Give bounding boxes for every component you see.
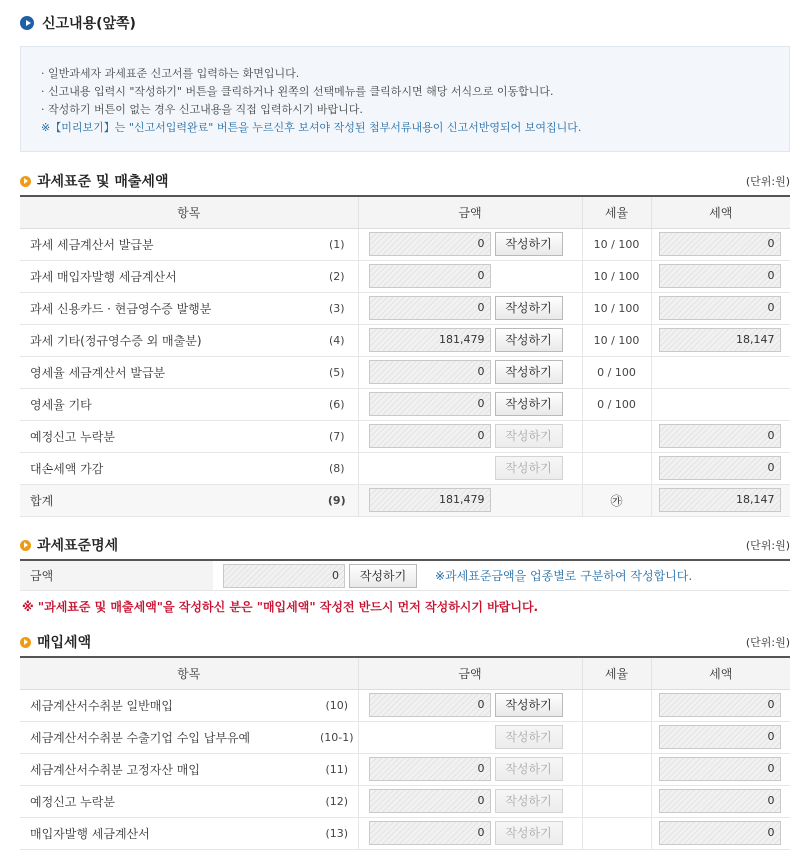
amount-input[interactable]: 0 <box>369 821 491 845</box>
tax-cell <box>651 324 790 356</box>
total-number: (9) <box>316 484 358 516</box>
table-row <box>20 817 790 849</box>
row-label: 매입자발행 세금계산서 <box>20 817 316 849</box>
amount-cell <box>358 785 582 817</box>
tax-cell <box>651 721 790 753</box>
write-button[interactable]: 작성하기 <box>495 693 563 717</box>
total-row <box>20 484 790 516</box>
amount-input[interactable]: 0 <box>369 360 491 384</box>
amount-input[interactable]: 0 <box>369 693 491 717</box>
tax-cell <box>651 388 790 420</box>
amount-input[interactable]: 0 <box>369 424 491 448</box>
write-button: 작성하기 <box>495 789 563 813</box>
tax-input[interactable]: 18,147 <box>659 328 781 352</box>
write-button[interactable]: 작성하기 <box>495 328 563 352</box>
row-number: (2) <box>316 260 358 292</box>
tax-input[interactable]: 0 <box>659 264 781 288</box>
row-number: (7) <box>316 420 358 452</box>
basis-section-title: 과세표준명세 <box>37 538 119 554</box>
total-tax: 18,147 <box>659 488 781 512</box>
tax-cell <box>651 817 790 849</box>
section-bullet-icon <box>20 637 31 648</box>
rate-cell: 10 / 100 <box>582 228 651 260</box>
section-bullet-icon <box>20 540 31 551</box>
col-header-item: 항목 <box>20 657 358 689</box>
rate-cell <box>582 721 651 753</box>
table-row <box>20 292 790 324</box>
row-label: 영세율 세금계산서 발급분 <box>20 356 316 388</box>
rate-cell <box>582 753 651 785</box>
write-button: 작성하기 <box>495 456 563 480</box>
amount-cell <box>358 452 582 484</box>
arrow-circle-icon <box>20 16 34 30</box>
amount-cell <box>358 689 582 721</box>
amount-cell <box>358 292 582 324</box>
row-label: 세금계산서수취분 수출기업 수입 납부유예 <box>20 721 316 753</box>
table-row <box>20 689 790 721</box>
amount-cell <box>358 260 582 292</box>
write-button: 작성하기 <box>495 821 563 845</box>
col-header-amount: 금액 <box>358 196 582 228</box>
col-header-tax: 세액 <box>651 196 790 228</box>
section-bullet-icon <box>20 176 31 187</box>
row-label: 과세 기타(정규영수증 외 매출분) <box>20 324 316 356</box>
table-row <box>20 753 790 785</box>
tax-input[interactable]: 0 <box>659 232 781 256</box>
amount-cell <box>358 228 582 260</box>
table-row <box>20 228 790 260</box>
col-header-item: 항목 <box>20 196 358 228</box>
rate-cell <box>582 785 651 817</box>
total-amount-cell <box>358 484 582 516</box>
amount-input[interactable]: 0 <box>369 264 491 288</box>
amount-cell <box>358 324 582 356</box>
row-number: (8) <box>316 452 358 484</box>
tax-input[interactable]: 0 <box>659 757 781 781</box>
total-rate-cell <box>582 484 651 516</box>
rate-cell <box>582 420 651 452</box>
page-title: 신고내용(앞쪽) <box>42 16 136 32</box>
tax-input[interactable]: 0 <box>659 296 781 320</box>
row-number: (5) <box>316 356 358 388</box>
tax-input[interactable]: 0 <box>659 725 781 749</box>
table-row <box>20 452 790 484</box>
total-label: 합계 <box>20 484 316 516</box>
table-row <box>20 324 790 356</box>
tax-cell <box>651 356 790 388</box>
unit-label: (단위:원) <box>745 175 790 188</box>
amount-input[interactable]: 0 <box>369 296 491 320</box>
amount-cell <box>358 817 582 849</box>
row-label: 세금계산서수취분 고정자산 매입 <box>20 753 316 785</box>
col-header-rate: 세율 <box>582 657 651 689</box>
purchase-table <box>20 656 790 850</box>
notice-box <box>20 46 790 152</box>
row-number: (10) <box>316 689 358 721</box>
amount-cell <box>358 356 582 388</box>
row-label: 예정신고 누락분 <box>20 420 316 452</box>
row-label: 과세 세금계산서 발급분 <box>20 228 316 260</box>
table-row <box>20 356 790 388</box>
row-number: (10-1) <box>316 721 358 753</box>
rate-cell: 10 / 100 <box>582 292 651 324</box>
sales-section-title: 과세표준 및 매출세액 <box>37 174 169 190</box>
sales-table <box>20 195 790 517</box>
row-number: (1) <box>316 228 358 260</box>
notice-line: · 일반과세자 과세표준 신고서를 입력하는 화면입니다. <box>41 67 300 80</box>
write-button: 작성하기 <box>495 424 563 448</box>
row-number: (6) <box>316 388 358 420</box>
tax-input[interactable]: 0 <box>659 456 781 480</box>
tax-cell <box>651 689 790 721</box>
unit-label: (단위:원) <box>745 539 790 552</box>
basis-row <box>20 559 790 591</box>
amount-input[interactable]: 0 <box>369 789 491 813</box>
col-header-rate: 세율 <box>582 196 651 228</box>
rate-cell: 0 / 100 <box>582 388 651 420</box>
basis-amount-input[interactable]: 0 <box>223 564 345 588</box>
notice-line: · 작성하기 버튼이 없는 경우 신고내용을 직접 입력하시기 바랍니다. <box>41 103 363 116</box>
total-tax-cell <box>651 484 790 516</box>
tax-cell <box>651 292 790 324</box>
write-button[interactable]: 작성하기 <box>495 360 563 384</box>
table-row <box>20 420 790 452</box>
write-button[interactable]: 작성하기 <box>495 232 563 256</box>
purchase-section-header <box>20 632 790 652</box>
amount-input[interactable]: 0 <box>369 392 491 416</box>
rate-cell: 0 / 100 <box>582 356 651 388</box>
amount-cell <box>358 420 582 452</box>
basis-amount-label: 금액 <box>20 561 213 590</box>
amount-input[interactable]: 0 <box>369 232 491 256</box>
row-number: (13) <box>316 817 358 849</box>
amount-input[interactable]: 181,479 <box>369 328 491 352</box>
tax-cell <box>651 753 790 785</box>
total-amount: 181,479 <box>369 488 491 512</box>
table-row <box>20 721 790 753</box>
tax-cell <box>651 785 790 817</box>
table-row <box>20 260 790 292</box>
sales-section-header <box>20 171 790 191</box>
purchase-section-title: 매입세액 <box>37 635 92 651</box>
tax-input[interactable]: 0 <box>659 424 781 448</box>
warning-message: ※ "과세표준 및 매출세액"을 작성하신 분은 "매입세액" 작성전 반드시 먼저 작성하시기 바랍니다. <box>22 600 539 614</box>
row-label: 과세 신용카드 · 현금영수증 발행분 <box>20 292 316 324</box>
tax-cell <box>651 228 790 260</box>
row-label: 영세율 기타 <box>20 388 316 420</box>
unit-label: (단위:원) <box>745 636 790 649</box>
row-label: 과세 매입자발행 세금계산서 <box>20 260 316 292</box>
row-label: 예정신고 누락분 <box>20 785 316 817</box>
amount-cell <box>358 388 582 420</box>
table-row <box>20 785 790 817</box>
col-header-amount: 금액 <box>358 657 582 689</box>
row-number: (11) <box>316 753 358 785</box>
tax-input[interactable]: 0 <box>659 789 781 813</box>
notice-line: · 신고내용 입력시 "작성하기" 버튼을 클릭하거나 왼쪽의 선택메뉴를 클릭하시면 해당 서식으로 이동합니다. <box>41 85 554 98</box>
rate-cell: 10 / 100 <box>582 324 651 356</box>
write-button[interactable]: 작성하기 <box>495 296 563 320</box>
row-number: (4) <box>316 324 358 356</box>
row-label: 대손세액 가감 <box>20 452 316 484</box>
row-number: (12) <box>316 785 358 817</box>
rate-cell <box>582 817 651 849</box>
row-label: 세금계산서수취분 일반매입 <box>20 689 316 721</box>
tax-input[interactable]: 0 <box>659 821 781 845</box>
tax-cell <box>651 260 790 292</box>
tax-cell <box>651 452 790 484</box>
page-header <box>20 12 136 34</box>
row-number: (3) <box>316 292 358 324</box>
basis-write-button[interactable]: 작성하기 <box>349 564 417 588</box>
amount-cell <box>358 721 582 753</box>
write-button: 작성하기 <box>495 757 563 781</box>
notice-preview-line: ※【미리보기】는 "신고서입력완료" 버튼을 누르신후 보셔야 작성된 첨부서류내용이 신고서반영되어 보여집니다. <box>41 121 582 134</box>
rate-cell: 10 / 100 <box>582 260 651 292</box>
write-button[interactable]: 작성하기 <box>495 392 563 416</box>
basis-note: ※과세표준금액을 업종별로 구분하여 작성합니다. <box>435 569 693 583</box>
rate-cell <box>582 689 651 721</box>
rate-cell <box>582 452 651 484</box>
tax-cell <box>651 420 790 452</box>
write-button: 작성하기 <box>495 725 563 749</box>
col-header-tax: 세액 <box>651 657 790 689</box>
amount-input[interactable]: 0 <box>369 757 491 781</box>
basis-section-header <box>20 535 790 555</box>
amount-cell <box>358 753 582 785</box>
tax-input[interactable]: 0 <box>659 693 781 717</box>
table-row <box>20 388 790 420</box>
circled-ga-symbol: ㉮ <box>610 493 623 508</box>
